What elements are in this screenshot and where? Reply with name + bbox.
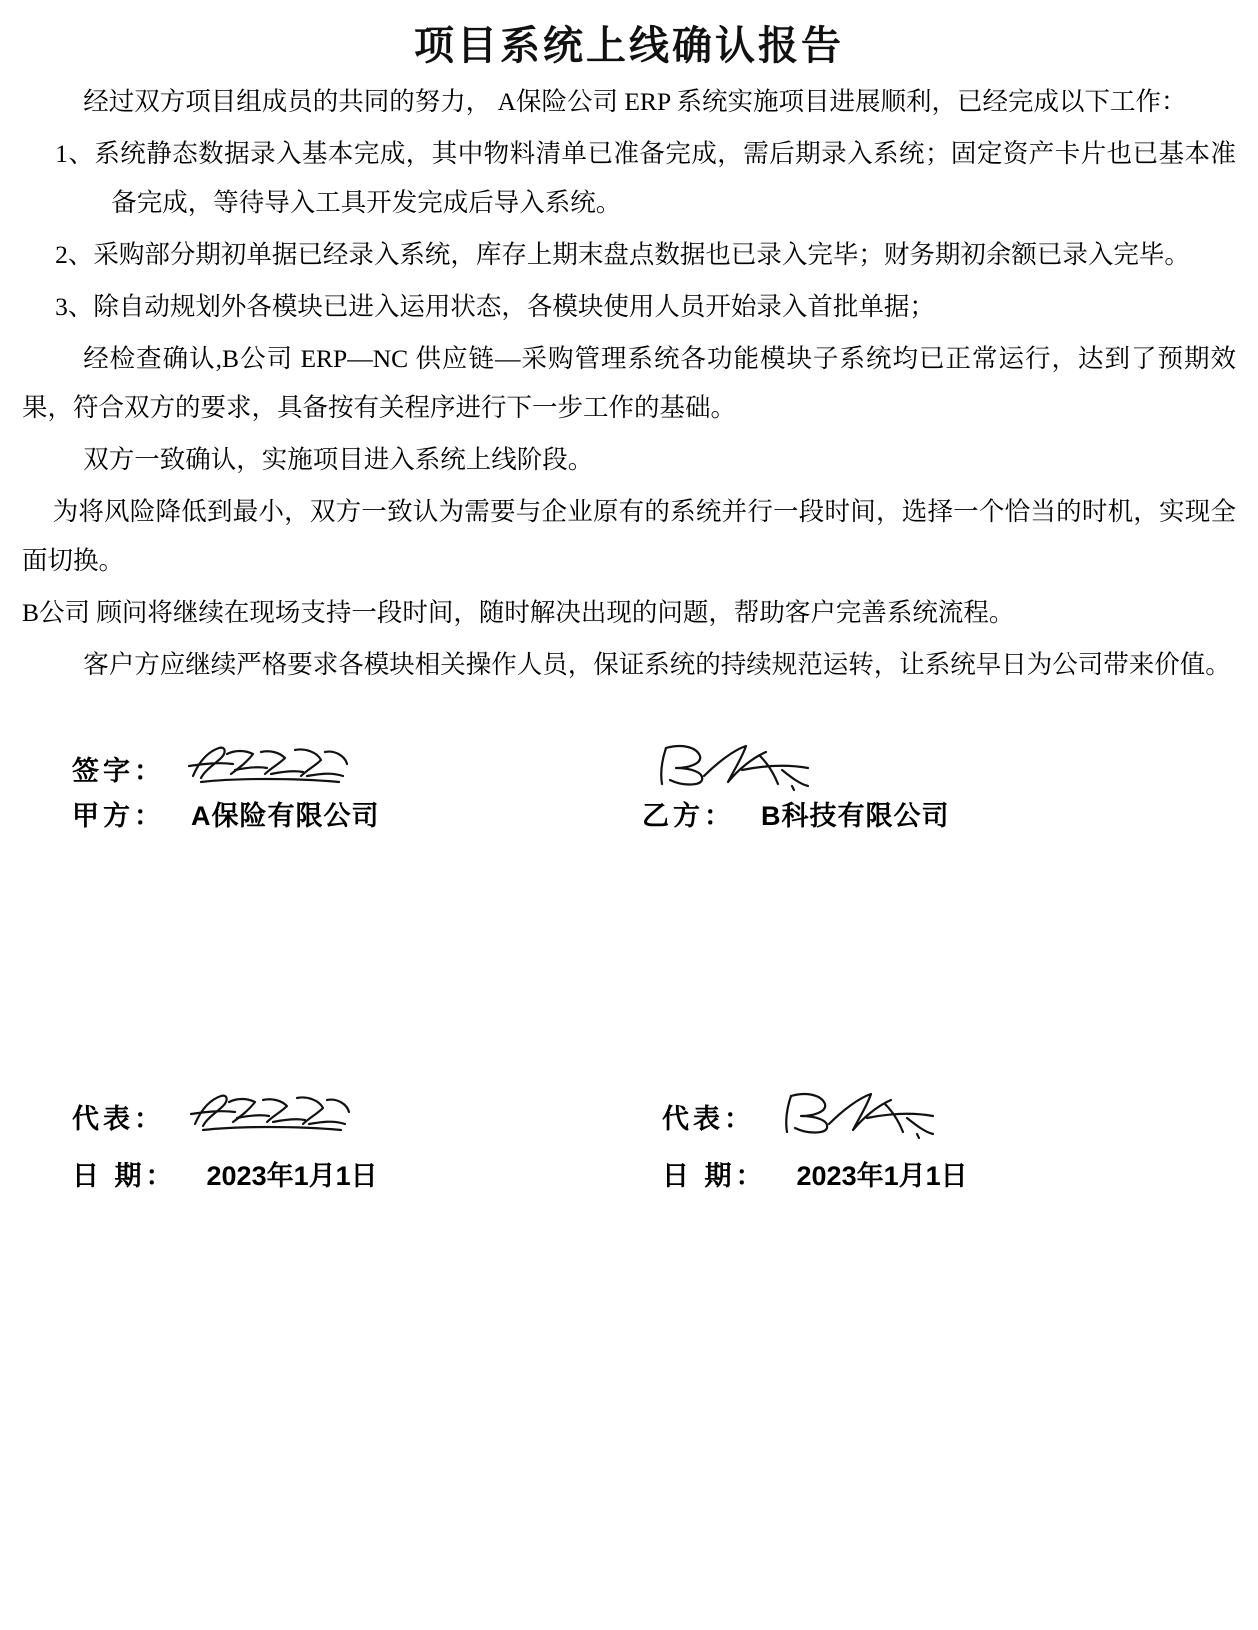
representative-b-signature-image: [767, 1084, 952, 1142]
party-a-label: 甲方：: [72, 800, 165, 831]
paragraph-customer: 客户方应继续严格要求各模块相关操作人员，保证系统的持续规范运转，让系统早日为公司带来价值。: [83, 649, 1231, 679]
party-b-label: 乙方：: [642, 800, 735, 831]
date-a-value: 2023年1月1日: [206, 1160, 378, 1191]
representative-b-column: [662, 1066, 1202, 1193]
signature-b-image: [642, 736, 827, 794]
party-b-name: B科技有限公司: [761, 800, 950, 831]
representative-a-label: 代表：: [72, 1103, 165, 1134]
party-a-name: A保险有限公司: [191, 800, 380, 831]
representative-block: [22, 1066, 1236, 1256]
paragraph-risk: 为将风险降低到最小，双方一致认为需要与企业原有的系统并行一段时间，选择一个恰当的时机，实现全面切换。: [22, 496, 1236, 576]
date-b-value: 2023年1月1日: [796, 1160, 968, 1191]
intro-paragraph: 经过双方项目组成员的共同的努力， A保险公司 ERP 系统实施项目进展顺利，已经完成以下工作：: [83, 87, 1187, 116]
document-body: [0, 77, 1258, 1256]
party-a-column: [72, 726, 592, 833]
date-b-label: 日 期：: [662, 1160, 767, 1191]
paragraph-consultant: B公司 顾问将继续在现场支持一段时间，随时解决出现的问题，帮助客户完善系统流程。: [22, 598, 1015, 628]
page-title: 项目系统上线确认报告: [414, 24, 844, 68]
paragraph-confirmation: 双方一致确认，实施项目进入系统上线阶段。: [83, 445, 594, 475]
signature-a-image: [175, 736, 360, 794]
paragraph-inspection: 经检查确认,B公司 ERP—NC 供应链—采购管理系统各功能模块子系统均已正常运行，达到了预期效果，符合双方的要求，具备按有关程序进行下一步工作的基础。: [22, 343, 1236, 423]
representative-a-column: [72, 1066, 612, 1193]
representative-a-signature-image: [177, 1084, 362, 1142]
party-b-column: [642, 726, 1162, 833]
list-item: 2、采购部分期初单据已经录入系统，库存上期末盘点数据也已录入完毕；财务期初余额已录入完毕。: [55, 240, 1190, 270]
date-a-label: 日 期：: [72, 1160, 177, 1191]
list-item: 3、除自动规划外各模块已进入运用状态，各模块使用人员开始录入首批单据；: [55, 291, 935, 321]
sign-label: 签字：: [72, 755, 165, 786]
signature-block: [22, 726, 1236, 886]
list-item: 1、系统静态数据录入基本完成，其中物料清单已准备完成，需后期录入系统；固定资产卡片也已基本准备完成，等待导入工具开发完成后导入系统。: [55, 138, 1236, 218]
representative-b-label: 代表：: [662, 1103, 755, 1134]
